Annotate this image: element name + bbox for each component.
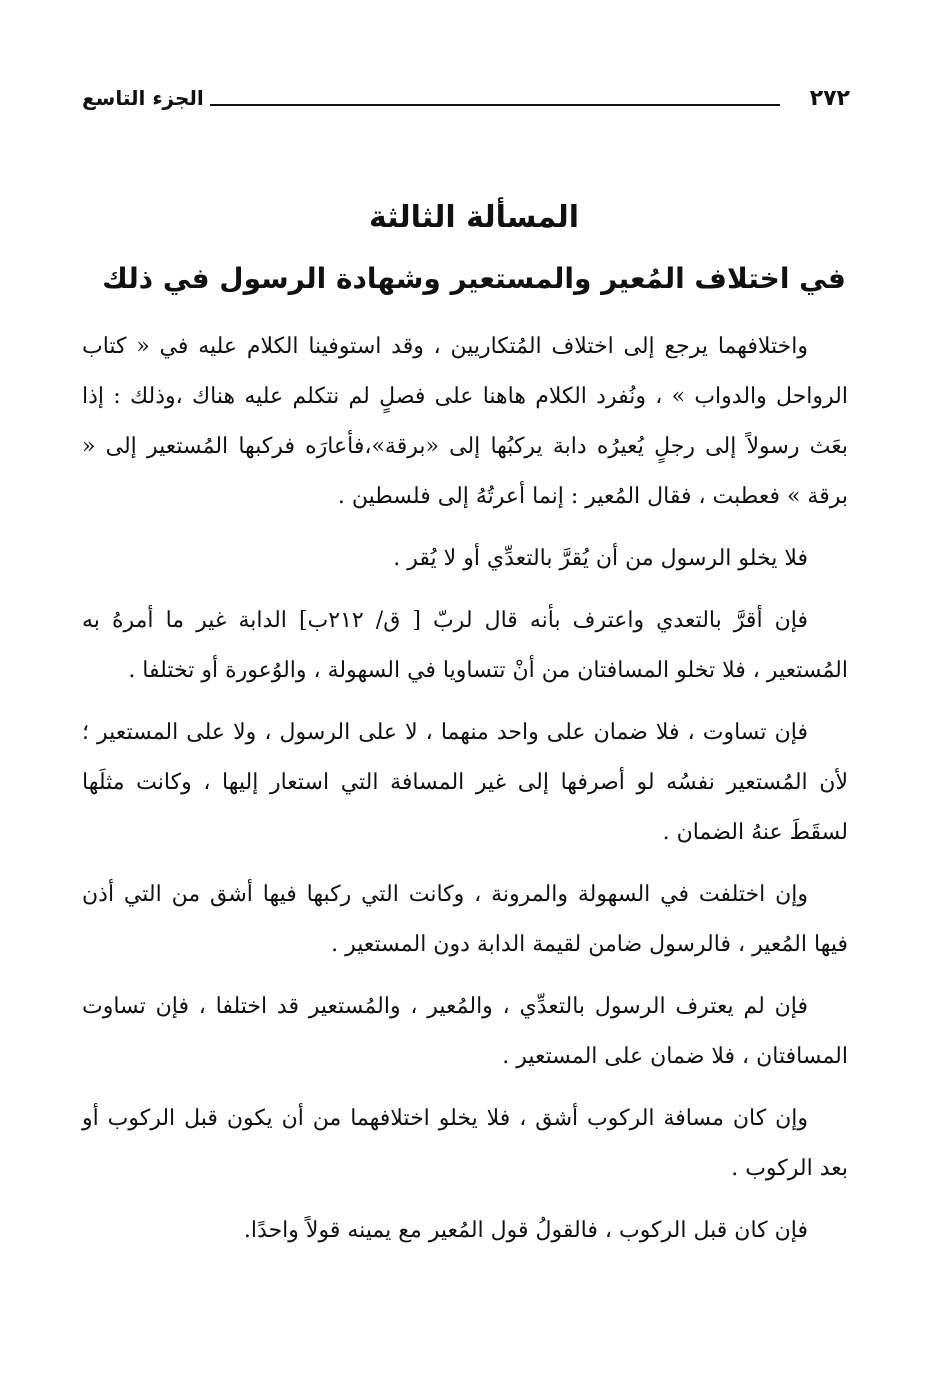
paragraph: واختلافهما يرجع إلى اختلاف المُتكاريين ، وقد استوفينا الكلام عليه في « كتاب الرواحل والدواب » ، ونُفرد الكلام هاهنا على فصلٍ لم نتكلم عليه هناك ،وذلك : إذا بعَث رسولاً إلى رجلٍ يُعيرُه دابة يركبُها إلى «برقة»،فأعارَه فركبها المُستعير إلى « برقة » فعطبت ، فقال المُعير : إنما أعرتُهُ إلى فلسطين . [82, 334, 848, 509]
page-number: ٢٧٢ [809, 86, 850, 111]
paragraph: فإن أقرَّ بالتعدي واعترف بأنه قال لربّ [ ق/ ٢١٢ب] الدابة غير ما أمرهُ به المُستعير ، فلا تخلو المسافتان من أنْ تتساويا في السهولة ، والوُعورة أو تختلفا . [82, 608, 848, 683]
header-rule [210, 104, 780, 106]
paragraph: فإن تساوت ، فلا ضمان على واحد منهما ، لا على الرسول ، ولا على المستعير ؛ لأن المُستعير نفسُه لو أصرفها إلى غير المسافة التي استعار إليها ، وكانت مثلَها لسقَطَ عنهُ الضمان . [82, 720, 848, 845]
paragraph: فإن لم يعترف الرسول بالتعدِّي ، والمُعير ، والمُستعير قد اختلفا ، فإن تساوت المسافتان ، فلا ضمان على المستعير . [82, 994, 848, 1069]
section-title: المسألة الثالثة [368, 200, 580, 235]
paragraph: وإن اختلفت في السهولة والمرونة ، وكانت التي ركبها فيها أشق من التي أذن فيها المُعير ، فالرسول ضامن لقيمة الدابة دون المستعير . [82, 882, 848, 957]
body-text [82, 322, 848, 1268]
part-label: الجزء التاسع [82, 86, 204, 110]
paragraph: فلا يخلو الرسول من أن يُقرَّ بالتعدِّي أو لا يُقر . [393, 546, 808, 571]
paragraph: وإن كان مسافة الركوب أشق ، فلا يخلو اختلافهما من أن يكون قبل الركوب أو بعد الركوب . [82, 1106, 848, 1181]
section-subtitle: في اختلاف المُعير والمستعير وشهادة الرسول في ذلك [102, 262, 846, 295]
running-head [70, 86, 850, 120]
paragraph: فإن كان قبل الركوب ، فالقولُ قول المُعير مع يمينه قولاً واحدًا. [243, 1218, 808, 1243]
